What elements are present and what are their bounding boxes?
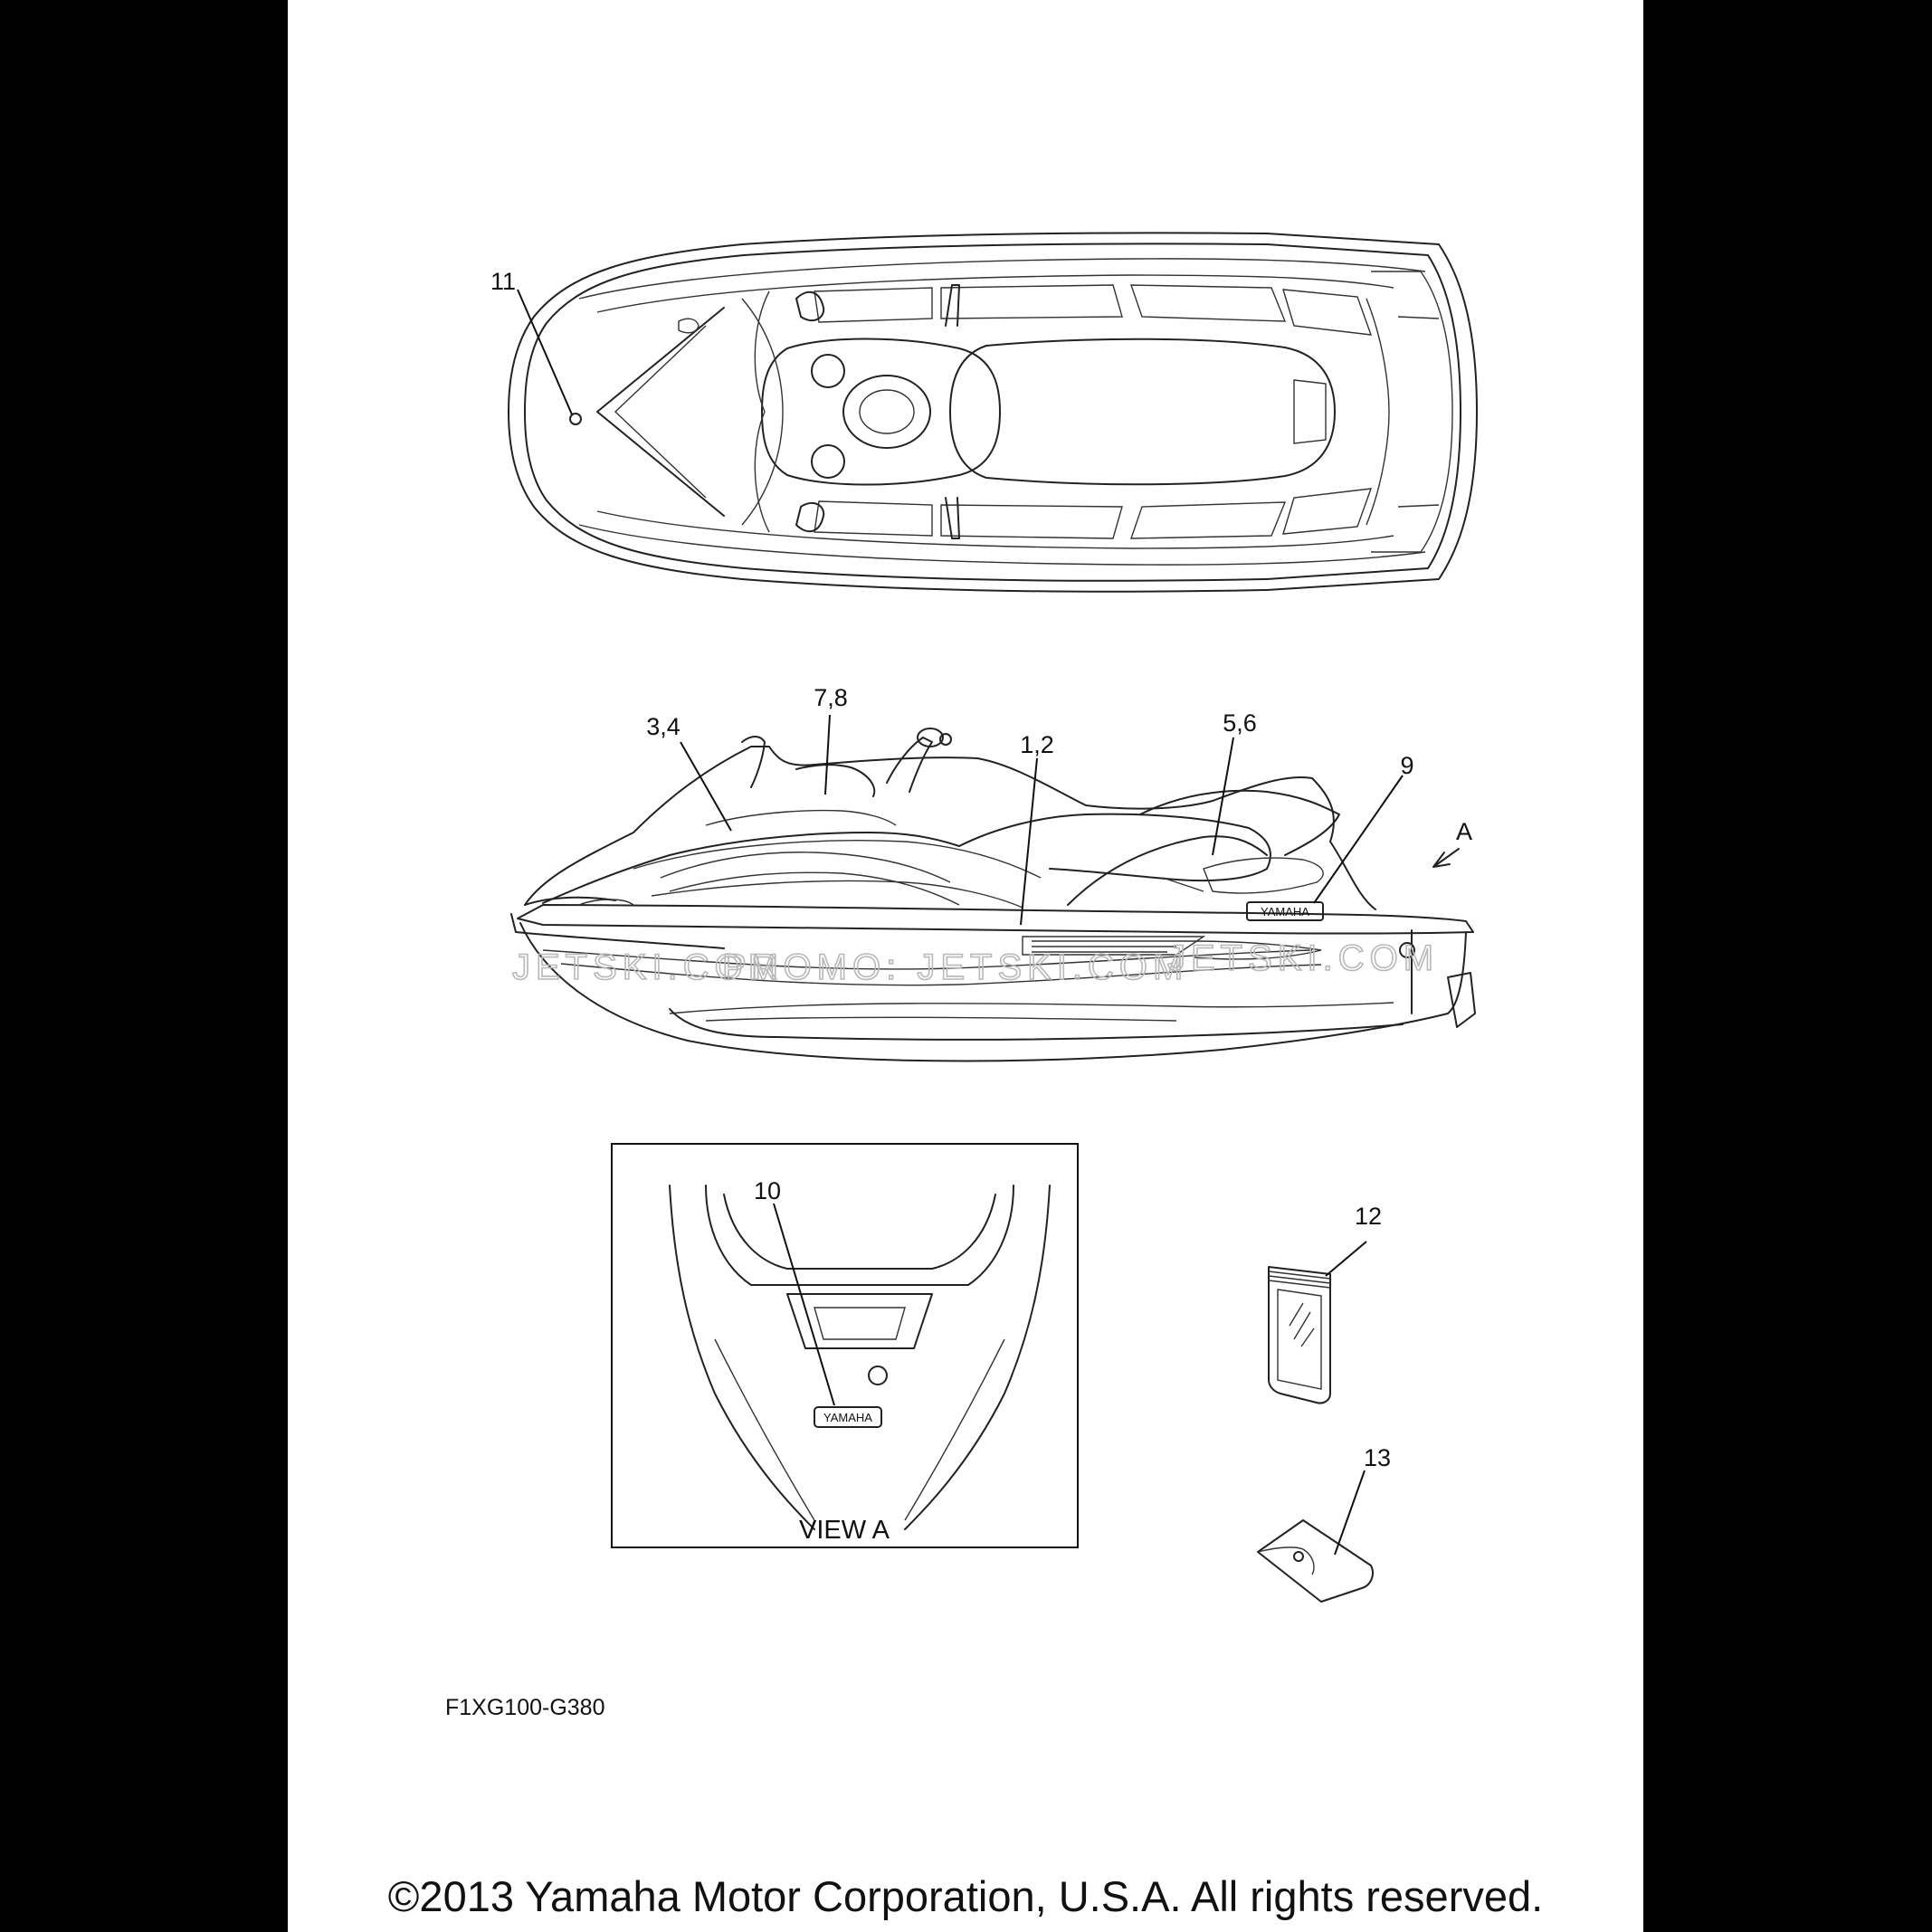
copyright-notice: ©2013 Yamaha Motor Corporation, U.S.A. All rights reserved. (387, 1872, 1544, 1920)
drawing-code: F1XG100-G380 (445, 1695, 605, 1720)
watermark-left: JETSKI.COM (512, 947, 785, 987)
yamaha-badge-side: YAMAHA (1261, 905, 1309, 918)
callout-3-4: 3,4 (646, 713, 680, 740)
side-view-watercraft (511, 728, 1475, 1061)
yamaha-badge-view: YAMAHA (823, 1411, 872, 1424)
view-a-label: VIEW A (799, 1516, 890, 1545)
callout-12: 12 (1354, 1203, 1383, 1230)
part-13-pouch (1258, 1520, 1373, 1602)
watermark-middle: PROMO: JETSKI.COM (722, 947, 1189, 987)
callout-5-6: 5,6 (1223, 709, 1257, 737)
callout-13: 13 (1363, 1444, 1392, 1471)
callout-10: 10 (753, 1177, 782, 1204)
callout-1-2: 1,2 (1020, 731, 1054, 758)
callout-numbers (490, 268, 1472, 1471)
leader-lines (518, 290, 1459, 1555)
callout-9: 9 (1400, 752, 1414, 779)
view-a-panel (612, 1144, 1078, 1547)
callout-a: A (1455, 818, 1473, 845)
watermark-right: JETSKI.COM (1167, 938, 1440, 978)
callout-11: 11 (490, 268, 517, 295)
watermark (512, 938, 1439, 987)
top-view-watercraft (509, 233, 1477, 591)
callout-7-8: 7,8 (814, 684, 848, 711)
part-12-bag (1269, 1267, 1330, 1404)
